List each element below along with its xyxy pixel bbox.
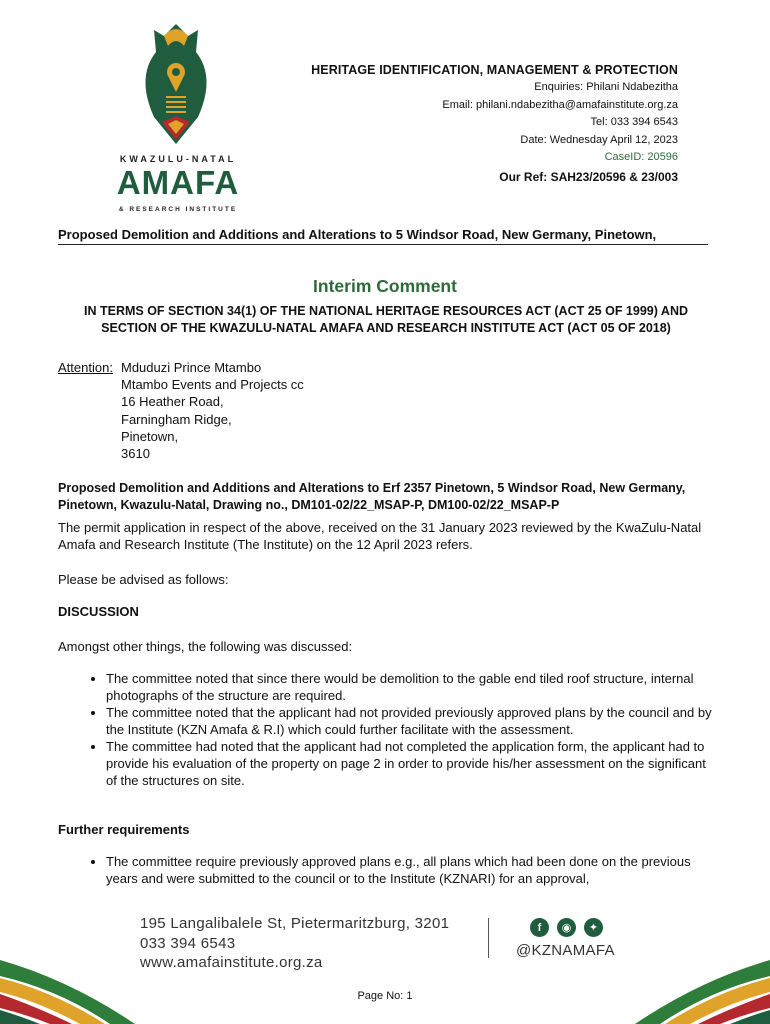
list-item: • The committee noted that the applicant had not provided previously approved plans by the council and by the Institute (KZN Amafa & R.I) which could further facilitate with the assessment. <box>106 704 716 738</box>
address-line: Mtambo Events and Projects cc <box>121 377 304 393</box>
list-item: • The committee had noted that the applicant had not completed the application form, the applicant had to provide his evaluation of the property on page 2 in order to provide his/her assessment on the significant of the structures on site. <box>106 738 716 789</box>
left-swoosh-decoration <box>0 920 140 1024</box>
further-requirements-heading: Further requirements <box>58 822 190 837</box>
attention-block <box>58 359 304 462</box>
footer-address: 195 Langalibalele St, Pietermaritzburg, 3201 <box>140 915 450 932</box>
address-line: 3610 <box>121 446 150 462</box>
logo-tagline: & RESEARCH INSTITUTE <box>118 206 238 213</box>
footer-contact <box>140 914 449 973</box>
email-line: Email: philani.ndabezitha@amafainstitute.org.za <box>442 98 678 111</box>
instagram-icon: ◉ <box>557 918 576 937</box>
advised-line: Please be advised as follows: <box>58 572 229 587</box>
right-swoosh-decoration <box>630 920 770 1024</box>
logo-region: KWAZULU-NATAL <box>119 154 237 164</box>
footer-phone: 033 394 6543 <box>140 934 236 952</box>
social-icons <box>530 918 603 937</box>
permit-paragraph: The permit application in respect of the above, received on the 31 January 2023 reviewed by the KwaZulu-Natal Amafa and Research Institute (The Institute) on the 12 April 2023 refers. <box>58 520 702 552</box>
discussion-intro: Amongst other things, the following was discussed: <box>58 639 353 654</box>
proposal-title: Proposed Demolition and Additions and Alterations to Erf 2357 Pinetown, 5 Windsor Road, New Germany, Pinetown, Kwazulu-Natal, Drawing no., DM101-02/22_MSAP-P, DM100-02/22_MSAP-P <box>58 481 686 512</box>
facebook-icon: f <box>530 918 549 937</box>
attention-label: Attention: <box>58 360 113 375</box>
date-line: Date: Wednesday April 12, 2023 <box>520 133 678 146</box>
further-requirements-list <box>58 853 716 887</box>
social-handle: @KZNAMAFA <box>516 942 615 959</box>
page-number: Page No: 1 <box>357 990 413 1002</box>
recipient-address <box>121 359 304 462</box>
shield-emblem-icon <box>136 22 216 147</box>
letter-header <box>311 62 678 187</box>
amafa-logo <box>110 22 240 212</box>
logo-name: AMAFA <box>116 164 240 201</box>
footer-divider <box>488 918 489 958</box>
legislation-statement: IN TERMS OF SECTION 34(1) OF THE NATIONAL HERITAGE RESOURCES ACT (ACT 25 OF 1999) AND SECTION OF THE KWAZULU-NATAL AMAFA AND RESEARCH INSTITUTE ACT (ACT 05 OF 2018) <box>84 304 688 335</box>
tel-line: Tel: 033 394 6543 <box>590 116 678 129</box>
list-item: • The committee noted that since there would be demolition to the gable end tiled roof structure, internal photographs of the structure are required. <box>106 670 716 704</box>
twitter-icon: ✦ <box>584 918 603 937</box>
subject-line: Proposed Demolition and Additions and Alterations to 5 Windsor Road, New Germany, Pinetown, <box>58 226 708 245</box>
discussion-list <box>58 670 716 789</box>
address-line: 16 Heather Road, <box>121 394 224 410</box>
footer-website: www.amafainstitute.org.za <box>140 954 323 971</box>
address-line: Mduduzi Prince Mtambo <box>121 360 262 375</box>
enquiries-line: Enquiries: Philani Ndabezitha <box>534 81 678 94</box>
our-ref-line: Our Ref: SAH23/20596 & 23/003 <box>499 170 678 185</box>
discussion-heading: DISCUSSION <box>58 604 139 619</box>
case-id-line: CaseID: 20596 <box>604 151 678 164</box>
comment-title: Interim Comment <box>313 276 457 296</box>
address-line: Pinetown, <box>121 428 179 444</box>
list-item: • The committee require previously approved plans e.g., all plans which had been done on the previous years and were submitted to the council or to the Institute (KZNARI) for an approval, <box>106 853 716 887</box>
address-line: Farningham Ridge, <box>121 411 232 427</box>
department-title: HERITAGE IDENTIFICATION, MANAGEMENT & PROTECTION <box>311 63 678 77</box>
